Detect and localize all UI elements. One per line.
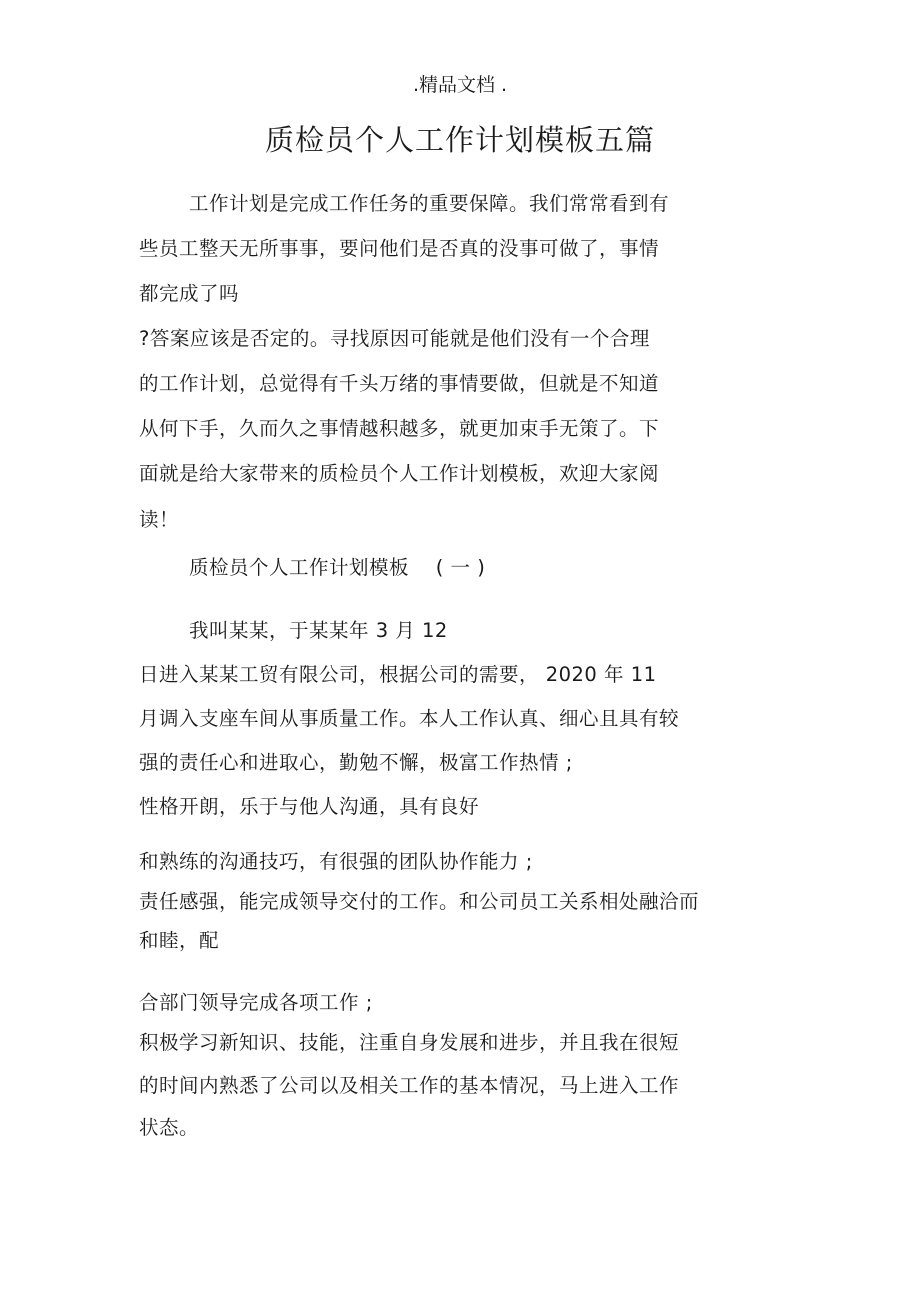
intro-line: 面就是给大家带来的质检员个人工作计划模板，欢迎大家阅 bbox=[139, 462, 660, 485]
body-line: 责任感强，能完成领导交付的工作。和公司员工关系相处融洽而 bbox=[139, 890, 700, 913]
body-line: 和熟练的沟通技巧，有很强的团队协作能力 ; bbox=[139, 850, 533, 873]
body-line: 月调入支座车间从事质量工作。本人工作认真、细心且具有较 bbox=[139, 707, 680, 730]
section-heading: 质检员个人工作计划模板 ( 一 ) bbox=[189, 556, 486, 579]
body-line: 和睦，配 bbox=[139, 929, 220, 952]
page-header: .精品文档 . bbox=[412, 74, 508, 96]
intro-line: 都完成了吗 bbox=[139, 282, 240, 305]
body-line: 强的责任心和进取心，勤勉不懈，极富工作热情 ; bbox=[139, 751, 573, 774]
intro-line: ?答案应该是否定的。寻找原因可能就是他们没有一个合理 bbox=[139, 327, 650, 350]
intro-line: 工作计划是完成工作任务的重要保障。我们常常看到有 bbox=[189, 192, 670, 215]
body-line: 的时间内熟悉了公司以及相关工作的基本情况，马上进入工作 bbox=[139, 1074, 680, 1097]
body-line: 日进入某某工贸有限公司，根据公司的需要， 2020 年 11 bbox=[139, 663, 657, 686]
body-line: 合部门领导完成各项工作 ; bbox=[139, 991, 373, 1014]
body-line: 积极学习新知识、技能，注重自身发展和进步，并且我在很短 bbox=[139, 1031, 680, 1054]
document-title: 质检员个人工作计划模板五篇 bbox=[264, 123, 655, 157]
intro-line: 的工作计划，总觉得有千头万绪的事情要做，但就是不知道 bbox=[139, 372, 660, 395]
body-line: 状态。 bbox=[139, 1116, 200, 1139]
intro-line: 从何下手，久而久之事情越积越多，就更加束手无策了。下 bbox=[139, 417, 660, 440]
body-line: 我叫某某，于某某年 3 月 12 bbox=[189, 619, 448, 642]
intro-line: 些员工整天无所事事，要问他们是否真的没事可做了，事情 bbox=[139, 237, 660, 260]
intro-line: 读！ bbox=[139, 508, 180, 531]
body-line: 性格开朗，乐于与他人沟通，具有良好 bbox=[139, 795, 480, 818]
